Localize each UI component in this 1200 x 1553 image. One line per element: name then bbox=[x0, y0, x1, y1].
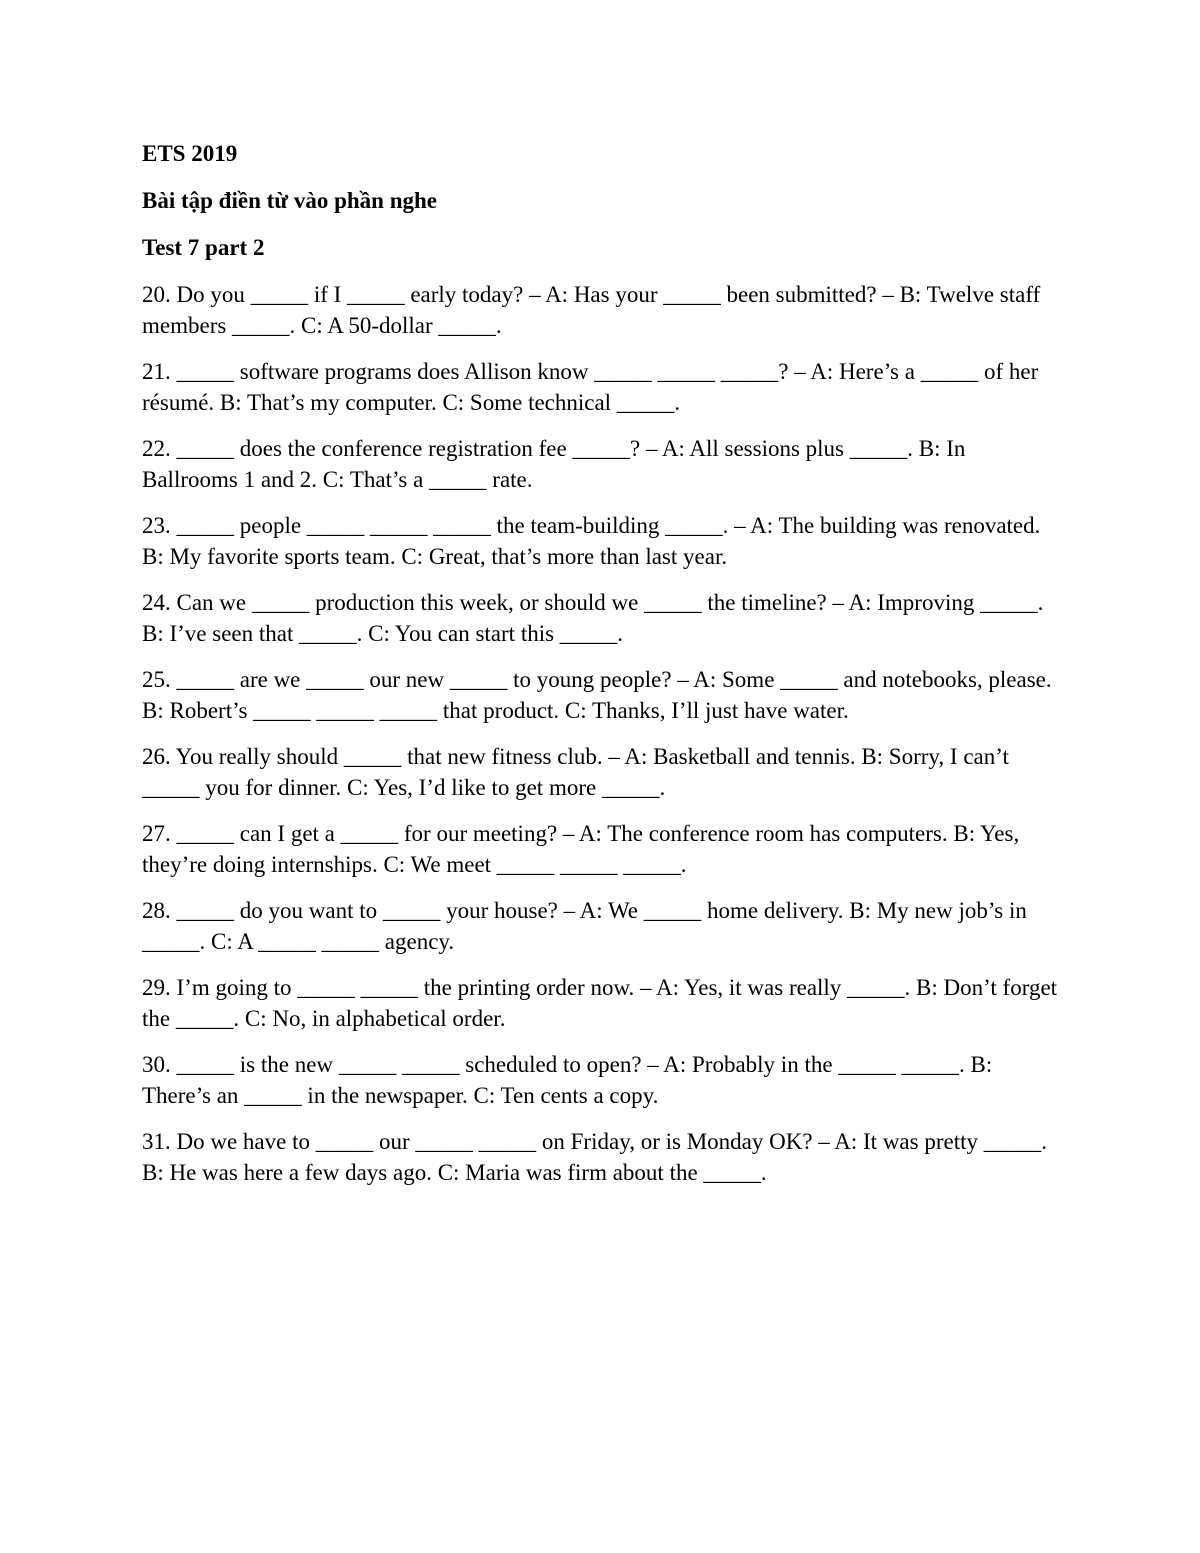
exercise-item-23: 23. _____ people _____ _____ _____ the team-building _____. – A: The building was renovated. B: My favorite sports team. C: Great, that’s more than last year. bbox=[142, 513, 1041, 569]
exercise-item-27: 27. _____ can I get a _____ for our meeting? – A: The conference room has computers. B: Yes, they’re doing internships. C: We meet _____ _____ _____. bbox=[142, 821, 1020, 877]
exercise-item-26: 26. You really should _____ that new fitness club. – A: Basketball and tennis. B: Sorry, I can’t _____ you for dinner. C: Yes, I’d like to get more _____. bbox=[142, 744, 1009, 800]
exercise-item-25: 25. _____ are we _____ our new _____ to young people? – A: Some _____ and notebooks, please. B: Robert’s _____ _____ _____ that product. C: Thanks, I’ll just have water. bbox=[142, 667, 1052, 723]
exercise-item-24: 24. Can we _____ production this week, or should we _____ the timeline? – A: Improving _____. B: I’ve seen that _____. C: You can start this _____. bbox=[142, 590, 1044, 646]
exercise-item-22: 22. _____ does the conference registration fee _____? – A: All sessions plus _____. B: In Ballrooms 1 and 2. C: That’s a _____ rate. bbox=[142, 436, 966, 492]
exercise-item-30: 30. _____ is the new _____ _____ scheduled to open? – A: Probably in the _____ _____. B: There’s an _____ in the newspaper. C: Ten cents a copy. bbox=[142, 1052, 993, 1108]
section-heading: Test 7 part 2 bbox=[142, 235, 265, 260]
document-subtitle: Bài tập điền từ vào phần nghe bbox=[142, 188, 437, 213]
exercise-item-21: 21. _____ software programs does Allison know _____ _____ _____? – A: Here’s a _____ of her résumé. B: That’s my computer. C: Some technical _____. bbox=[142, 359, 1039, 415]
document-title: ETS 2019 bbox=[142, 141, 238, 166]
document-content bbox=[142, 138, 1062, 1203]
exercise-item-29: 29. I’m going to _____ _____ the printing order now. – A: Yes, it was really _____. B: Don’t forget the _____. C: No, in alphabetical order. bbox=[142, 975, 1058, 1031]
exercise-item-31: 31. Do we have to _____ our _____ _____ on Friday, or is Monday OK? – A: It was pretty _____. B: He was here a few days ago. C: Maria was firm about the _____. bbox=[142, 1129, 1047, 1185]
exercise-item-28: 28. _____ do you want to _____ your house? – A: We _____ home delivery. B: My new job’s in _____. C: A _____ _____ agency. bbox=[142, 898, 1027, 954]
exercise-item-20: 20. Do you _____ if I _____ early today? – A: Has your _____ been submitted? – B: Twelve staff members _____. C: A 50-dollar _____. bbox=[142, 282, 1041, 338]
